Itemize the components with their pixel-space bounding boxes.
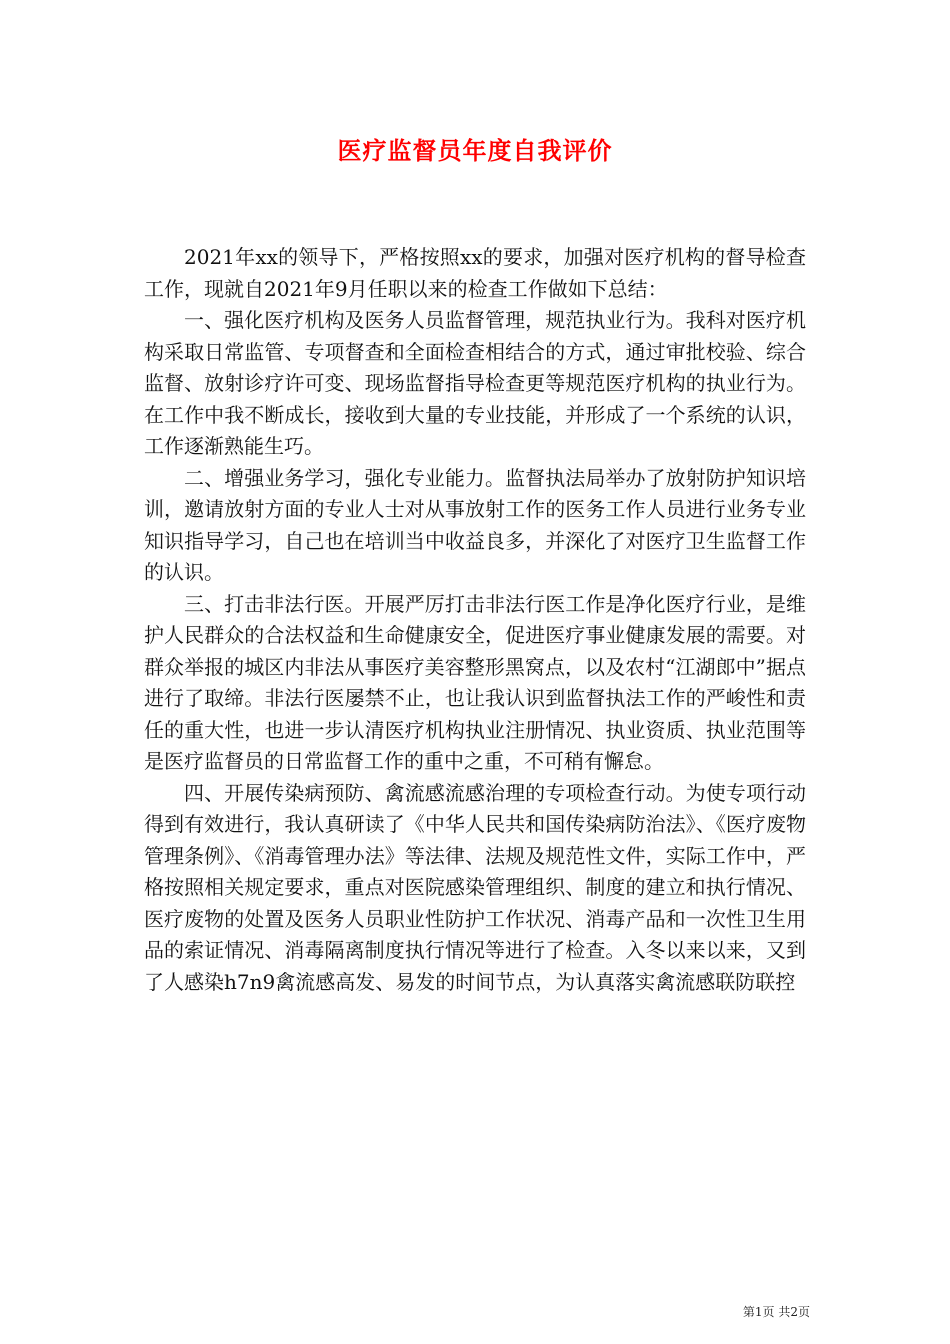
document-body	[144, 242, 806, 998]
paragraph-section-1: 一、强化医疗机构及医务人员监督管理，规范执业行为。我科对医疗机构采取日常监管、专项督查和全面检查相结合的方式，通过审批校验、综合监督、放射诊疗许可变、现场监督指导检查更等规范医疗机构的执业行为。在工作中我不断成长，接收到大量的专业技能，并形成了一个系统的认识，工作逐渐熟能生巧。	[144, 308, 806, 458]
paragraph-section-4: 四、开展传染病预防、禽流感流感治理的专项检查行动。为使专项行动得到有效进行，我认真研读了《中华人民共和国传染病防治法》、《医疗废物管理条例》、《消毒管理办法》等法律、法规及规范性文件，实际工作中，严格按照相关规定要求，重点对医院感染管理组织、制度的建立和执行情况、医疗废物的处置及医务人员职业性防护工作状况、消毒产品和一次性卫生用品的索证情况、消毒隔离制度执行情况等进行了检查。入冬以来以来，又到了人感染h7n9禽流感高发、易发的时间节点，为认真落实禽流感联防联控	[144, 780, 806, 994]
paragraph-section-2: 二、增强业务学习，强化专业能力。监督执法局举办了放射防护知识培训，邀请放射方面的专业人士对从事放射工作的医务工作人员进行业务专业知识指导学习，自己也在培训当中收益良多，并深化了对医疗卫生监督工作的认识。	[144, 465, 806, 584]
document-title: 医疗监督员年度自我评价	[337, 136, 613, 165]
page-number-footer: 第1页 共2页	[742, 1305, 810, 1319]
paragraph-intro: 2021年xx的领导下，严格按照xx的要求，加强对医疗机构的督导检查工作，现就自2021年9月任职以来的检查工作做如下总结：	[144, 245, 806, 301]
paragraph-section-3: 三、打击非法行医。开展严厉打击非法行医工作是净化医疗行业，是维护人民群众的合法权益和生命健康安全，促进医疗事业健康发展的需要。对群众举报的城区内非法从事医疗美容整形黑窝点，以及农村“江湖郎中”据点进行了取缔。非法行医屡禁不止，也让我认识到监督执法工作的严峻性和责任的重大性，也进一步认清医疗机构执业注册情况、执业资质、执业范围等是医疗监督员的日常监督工作的重中之重，不可稍有懈怠。	[144, 591, 806, 773]
